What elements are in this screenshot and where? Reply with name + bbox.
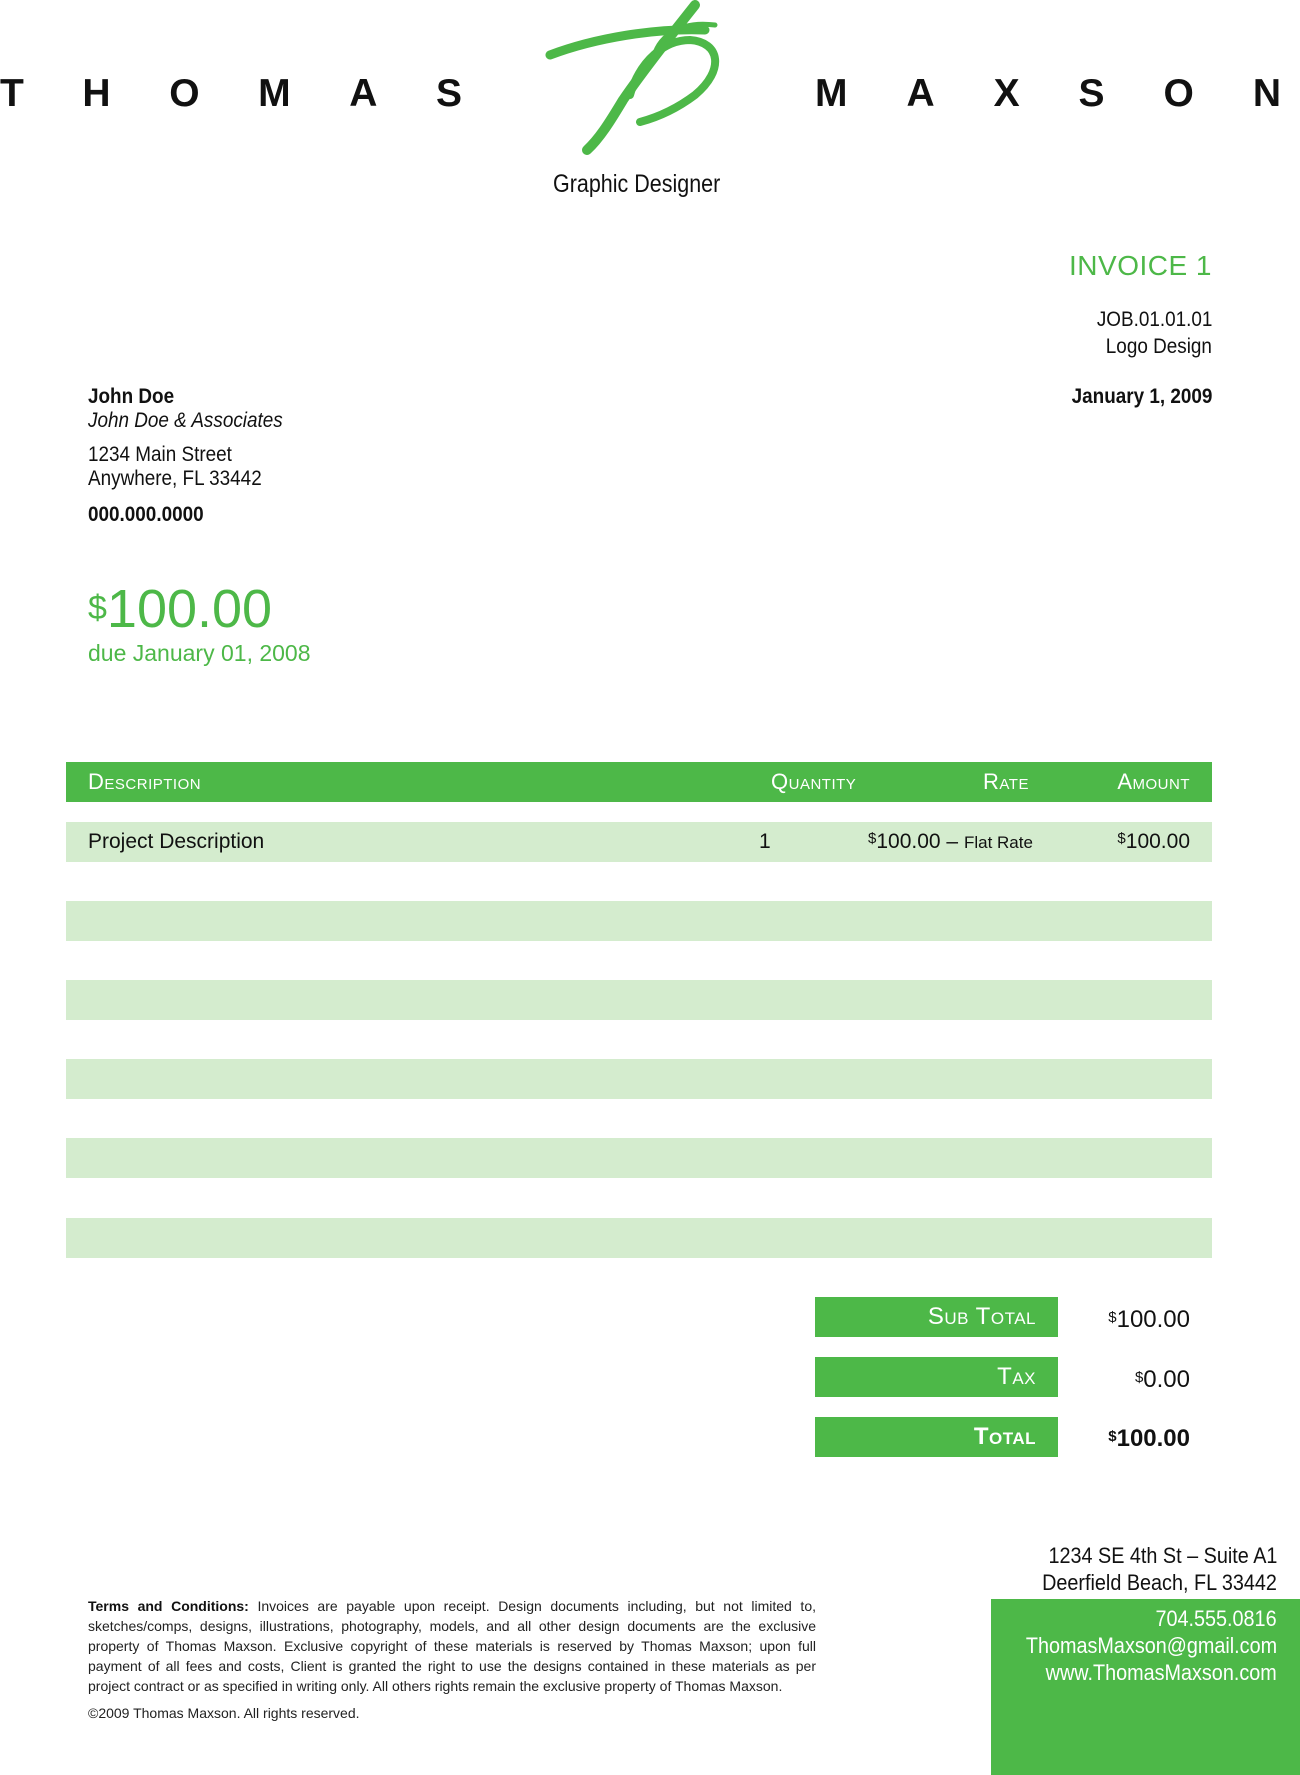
name-letter: M — [815, 72, 848, 115]
column-header-amount: Amount — [1117, 769, 1190, 794]
designer-first-name — [0, 72, 462, 116]
subtotal-label: Sub Total — [815, 1297, 1058, 1337]
contact-website: www.ThomasMaxson.com — [1045, 1660, 1277, 1685]
currency-symbol: $ — [88, 589, 107, 627]
name-letter: O — [1163, 72, 1194, 115]
table-row — [66, 901, 1212, 941]
job-name: Logo Design — [1105, 335, 1212, 358]
terms-label: Terms and Conditions: — [88, 1598, 249, 1614]
table-header — [66, 762, 1212, 802]
job-number: JOB.01.01.01 — [1096, 308, 1212, 331]
column-header-description: Description — [88, 769, 202, 794]
row-description: Project Description — [88, 830, 265, 853]
client-name: John Doe — [88, 385, 175, 408]
invoice-title: INVOICE 1 — [1069, 250, 1212, 281]
name-letter: S — [435, 72, 462, 115]
name-letter: N — [1252, 72, 1281, 115]
row-amount — [1117, 830, 1190, 854]
name-letter: S — [1078, 72, 1105, 115]
name-letter: M — [258, 72, 291, 115]
column-header-rate: Rate — [983, 769, 1029, 794]
currency-symbol: $ — [1117, 830, 1126, 847]
tm-monogram-logo — [545, 0, 735, 155]
name-letter: A — [349, 72, 378, 115]
name-letter: T — [0, 72, 24, 115]
currency-symbol: $ — [1108, 1428, 1117, 1445]
rate-dash: – — [946, 830, 959, 853]
currency-symbol: $ — [1134, 1369, 1144, 1386]
client-company: John Doe & Associates — [88, 409, 283, 432]
client-city: Anywhere, FL 33442 — [88, 467, 262, 490]
column-header-quantity: Quantity — [771, 769, 857, 794]
name-letter: A — [906, 72, 935, 115]
name-letter: X — [993, 72, 1020, 115]
copyright-notice: ©2009 Thomas Maxson. All rights reserved. — [88, 1705, 360, 1721]
table-row — [66, 980, 1212, 1020]
terms-and-conditions — [88, 1596, 816, 1696]
total-label: Total — [815, 1417, 1058, 1457]
designer-last-name — [815, 72, 1281, 116]
currency-symbol: $ — [868, 830, 877, 847]
row-rate — [868, 830, 1033, 854]
client-phone: 000.000.0000 — [88, 503, 204, 526]
contact-box — [991, 1599, 1300, 1775]
rate-value: 100.00 — [876, 830, 941, 853]
studio-city: Deerfield Beach, FL 33442 — [1042, 1570, 1277, 1595]
tax-label: Tax — [815, 1357, 1058, 1397]
table-row — [66, 1059, 1212, 1099]
subtotal-value: $100.00 — [1108, 1306, 1190, 1333]
name-letter: O — [169, 72, 200, 115]
terms-text: Invoices are payable upon receipt. Design documents including, but not limited to, sketches/comps, designs, illustrations, photography, models, and all other design documents are the exclusive property of Thomas Maxson. Exclusive copyright of these materials is reserved by Thomas Maxson; upon full payment of all fees and costs, Client is granted the right to use the designs contained in these materials as per project contract or as specified in writing only. All others rights remain the exclusive property of Thomas Maxson. — [88, 1598, 816, 1694]
table-row — [66, 822, 1212, 862]
due-date: due January 01, 2008 — [88, 640, 311, 666]
contact-phone: 704.555.0816 — [1155, 1606, 1277, 1631]
tax-value: $0.00 — [1134, 1366, 1190, 1393]
table-row — [66, 1138, 1212, 1178]
designer-tagline: Graphic Designer — [553, 170, 721, 198]
invoice-date: January 1, 2009 — [1071, 385, 1212, 408]
name-letter: H — [82, 72, 111, 115]
rate-note: Flat Rate — [963, 833, 1033, 852]
total-value: $100.00 — [1108, 1425, 1190, 1452]
amount-due — [88, 579, 273, 639]
studio-street: 1234 SE 4th St – Suite A1 — [1048, 1543, 1277, 1568]
contact-email: ThomasMaxson@gmail.com — [1025, 1633, 1277, 1658]
amount-due-value: 100.00 — [106, 579, 273, 639]
row-quantity: 1 — [759, 830, 771, 853]
table-row — [66, 1218, 1212, 1258]
amount-value: 100.00 — [1125, 830, 1190, 853]
currency-symbol: $ — [1108, 1309, 1117, 1326]
client-street: 1234 Main Street — [88, 443, 232, 466]
